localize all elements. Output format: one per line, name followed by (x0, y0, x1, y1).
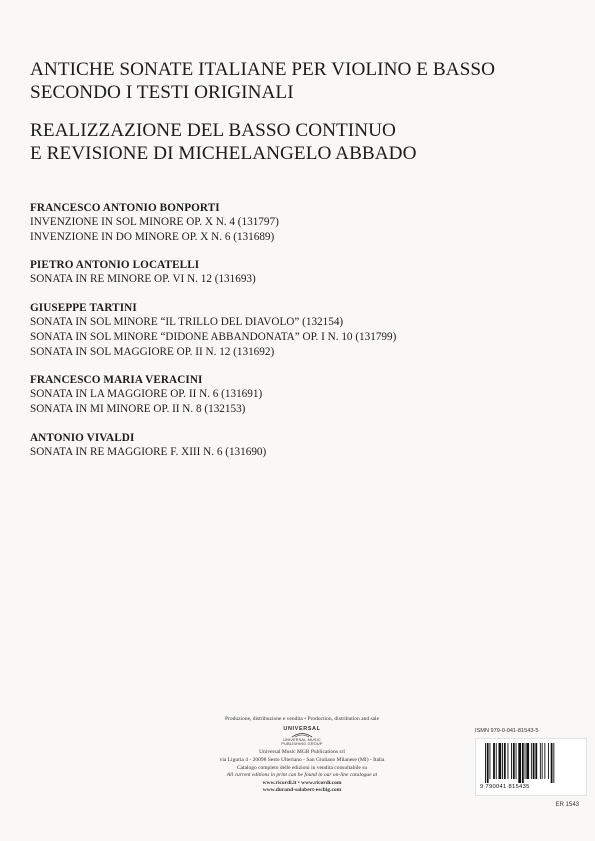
title-line: REALIZZAZIONE DEL BASSO CONTINUO (30, 120, 396, 141)
barcode-bar (516, 743, 517, 779)
barcode-bar (548, 743, 549, 779)
barcode-bar (508, 743, 509, 779)
title-line: E REVISIONE DI MICHELANGELO ABBADO (30, 143, 417, 164)
barcode-bar (551, 743, 553, 783)
composer-list (30, 201, 575, 473)
barcode-bar (493, 743, 495, 779)
barcode-bar (526, 743, 529, 779)
title-line: SECONDO I TESTI ORIGINALI (30, 82, 294, 103)
ismn-number: ISMN 979-0-041-81543-5 (475, 728, 539, 734)
barcode-bar (540, 743, 541, 779)
barcode-bar (522, 743, 524, 783)
barcode-bar (513, 743, 515, 779)
title-section (30, 58, 575, 165)
composer-name: ANTONIO VIVALDI (30, 431, 135, 444)
edition-code: ER 1543 (555, 802, 579, 808)
barcode-bar (502, 743, 503, 779)
work-item: SONATA IN SOL MINORE “IL TRILLO DEL DIAVOLO” (132154) (30, 315, 344, 328)
work-item: SONATA IN MI MINORE OP. II N. 8 (132153) (30, 403, 246, 416)
catalogue-note-it: Catalogo completo delle edizioni in vendita consultabile su (236, 764, 368, 771)
barcode-digits: 9 790041 815435 (480, 784, 530, 790)
composer-name: FRANCESCO MARIA VERACINI (30, 374, 203, 387)
barcode-bar (504, 743, 506, 779)
barcode-section (475, 728, 587, 808)
composer-entry (30, 431, 575, 460)
composer-entry (30, 201, 575, 245)
barcode (475, 738, 587, 796)
composer-entry (30, 301, 575, 361)
barcode-bar (518, 743, 521, 783)
barcode-bar (487, 743, 489, 783)
composer-name: GIUSEPPE TARTINI (30, 301, 137, 314)
composer-entry (30, 373, 575, 417)
barcode-bar (544, 743, 545, 779)
barcode-bar (553, 743, 554, 783)
work-item: INVENZIONE IN DO MINORE OP. X N. 6 (131689) (30, 231, 275, 244)
website-link[interactable]: www.durand-salabert-eschig.com (262, 787, 342, 794)
work-item: SONATA IN LA MAGGIORE OP. II N. 6 (131691) (30, 388, 263, 401)
barcode-bar (525, 743, 526, 779)
work-item: SONATA IN SOL MINORE “DIDONE ABBANDONATA” OP. I N. 10 (131799) (30, 330, 397, 343)
website-links[interactable]: www.ricordi.it • www.ricordi.com (262, 779, 342, 786)
publisher-address: via Liguria 4 - 20098 Sesto Ulteriano - San Giuliano Milanese (MI) - Italia (219, 757, 385, 763)
universal-logo (272, 726, 332, 747)
work-item: SONATA IN SOL MAGGIORE OP. II N. 12 (131692) (30, 346, 275, 359)
barcode-bar (533, 743, 535, 779)
barcode-bar (485, 743, 486, 783)
composer-name: FRANCESCO ANTONIO BONPORTI (30, 202, 220, 214)
series-title (30, 58, 575, 104)
publisher-name: Universal Music MGB Publications srl (259, 749, 345, 756)
logo-wordmark: UNIVERSAL (283, 725, 321, 732)
work-item: SONATA IN RE MINORE OP. VI N. 12 (131693) (30, 273, 256, 286)
barcode-bars (483, 743, 579, 783)
title-line: ANTICHE SONATE ITALIANE PER VIOLINO E BASSO (30, 59, 495, 80)
barcode-bar (511, 743, 512, 779)
work-item: INVENZIONE IN SOL MINORE OP. X N. 4 (131797) (30, 216, 279, 228)
catalogue-note-en: All current editions in print can be found in our on-line catalogue at (226, 772, 378, 779)
barcode-bar (535, 743, 537, 779)
barcode-bar (542, 743, 543, 779)
barcode-bar (490, 743, 491, 779)
composer-name: PIETRO ANTONIO LOCATELLI (30, 259, 200, 272)
barcode-bar (499, 743, 502, 779)
barcode-bar (496, 743, 497, 779)
production-note: Produzione, distribuzione e vendita • Production, distribution and sale (224, 716, 380, 722)
barcode-bar (531, 743, 532, 779)
logo-subtitle: PUBLISHING GROUP (281, 742, 323, 746)
publisher-footer (183, 716, 421, 795)
work-item: SONATA IN RE MAGGIORE F. XIII N. 6 (131690) (30, 445, 267, 458)
composer-entry (30, 258, 575, 287)
logo-subtitle: UNIVERSAL MUSIC (283, 737, 321, 742)
edition-title (30, 119, 575, 165)
